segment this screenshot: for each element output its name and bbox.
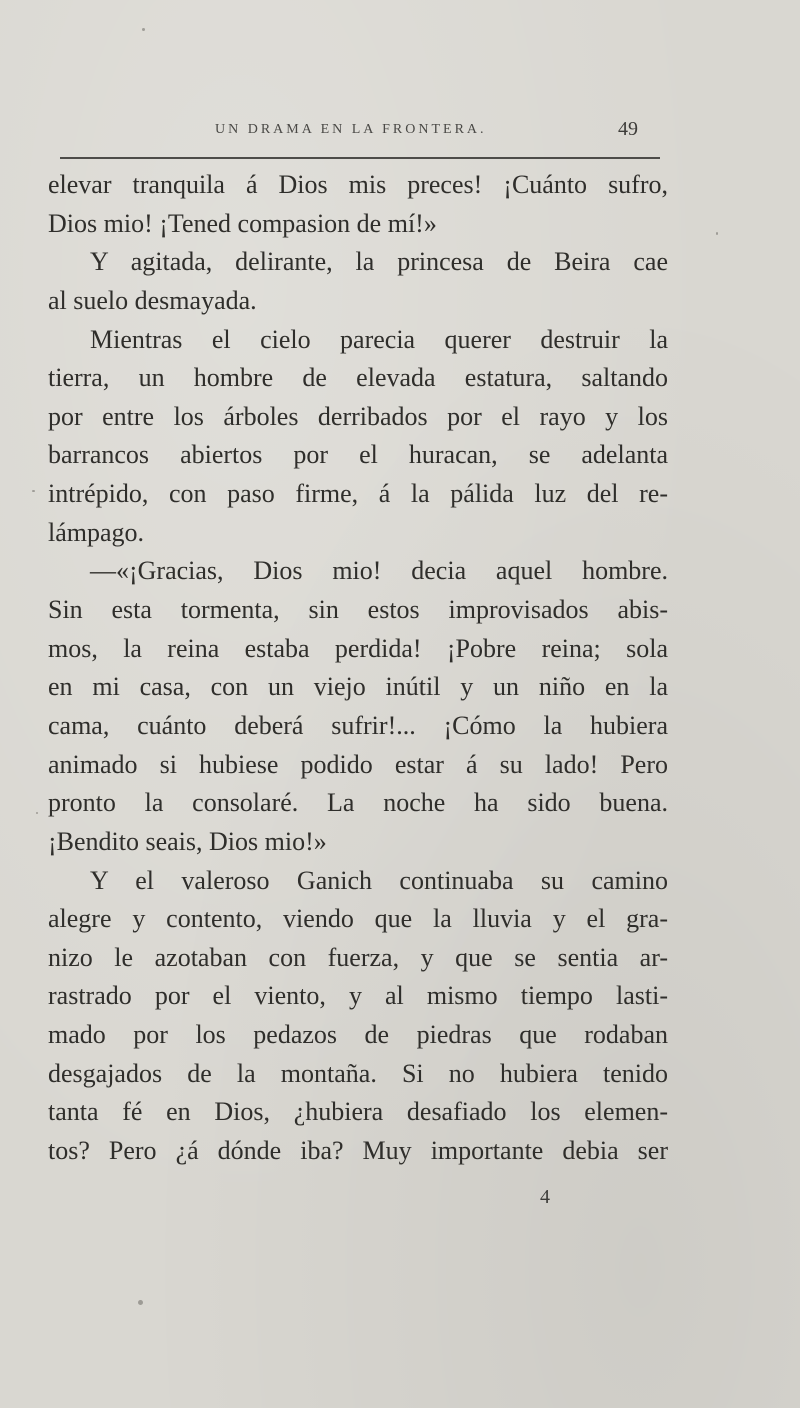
text-line: al suelo desmayada. bbox=[48, 285, 257, 315]
text-line: en mi casa, con un viejo inútil y un niño en la bbox=[48, 672, 668, 702]
paper-speck bbox=[716, 232, 718, 235]
paper-speck bbox=[32, 490, 35, 492]
paper-speck bbox=[138, 1300, 143, 1305]
text-line: cama, cuánto deberá sufrir!... ¡Cómo la hubiera bbox=[48, 710, 668, 740]
text-line: Y agitada, delirante, la princesa de Beira cae bbox=[90, 247, 668, 277]
signature-mark: 4 bbox=[540, 1186, 550, 1208]
text-line: tos? Pero ¿á dónde iba? Muy importante debia ser bbox=[48, 1136, 668, 1166]
header-rule bbox=[60, 157, 660, 159]
text-line: animado si hubiese podido estar á su lado! Pero bbox=[48, 749, 668, 779]
page-number: 49 bbox=[618, 118, 638, 140]
text-line: elevar tranquila á Dios mis preces! ¡Cuánto sufro, bbox=[48, 170, 668, 199]
text-line: ¡Bendito seais, Dios mio!» bbox=[48, 826, 327, 856]
text-line: barrancos abiertos por el huracan, se adelanta bbox=[48, 440, 668, 470]
text-line: Y el valeroso Ganich continuaba su camino bbox=[90, 865, 668, 895]
text-line: lámpago. bbox=[48, 517, 145, 547]
paper-speck bbox=[36, 812, 38, 814]
text-line: por entre los árboles derribados por el rayo y los bbox=[48, 401, 668, 431]
text-line: nizo le azotaban con fuerza, y que se sentia ar- bbox=[48, 942, 668, 972]
text-line: desgajados de la montaña. Si no hubiera tenido bbox=[48, 1058, 668, 1088]
text-line: alegre y contento, viendo que la lluvia y el gra- bbox=[48, 904, 668, 934]
text-line: tierra, un hombre de elevada estatura, saltando bbox=[48, 363, 668, 393]
text-line: pronto la consolaré. La noche ha sido buena. bbox=[48, 788, 668, 818]
running-head bbox=[0, 118, 800, 148]
text-line: mos, la reina estaba perdida! ¡Pobre reina; sola bbox=[48, 633, 668, 663]
text-line: Dios mio! ¡Tened compasion de mí!» bbox=[48, 208, 437, 238]
text-line: Sin esta tormenta, sin estos improvisados abis- bbox=[48, 595, 668, 625]
text-line: mado por los pedazos de piedras que rodaban bbox=[48, 1020, 668, 1050]
paper-speck bbox=[142, 28, 145, 31]
body-text bbox=[48, 166, 668, 1171]
text-line: intrépido, con paso firme, á la pálida luz del re- bbox=[48, 479, 668, 509]
text-line: —«¡Gracias, Dios mio! decia aquel hombre. bbox=[90, 556, 668, 586]
text-line: Mientras el cielo parecia querer destruir la bbox=[90, 324, 668, 354]
running-title: UN DRAMA EN LA FRONTERA. bbox=[215, 122, 487, 137]
text-line: rastrado por el viento, y al mismo tiempo lasti- bbox=[48, 981, 668, 1011]
text-line: tanta fé en Dios, ¿hubiera desafiado los elemen- bbox=[48, 1097, 668, 1127]
